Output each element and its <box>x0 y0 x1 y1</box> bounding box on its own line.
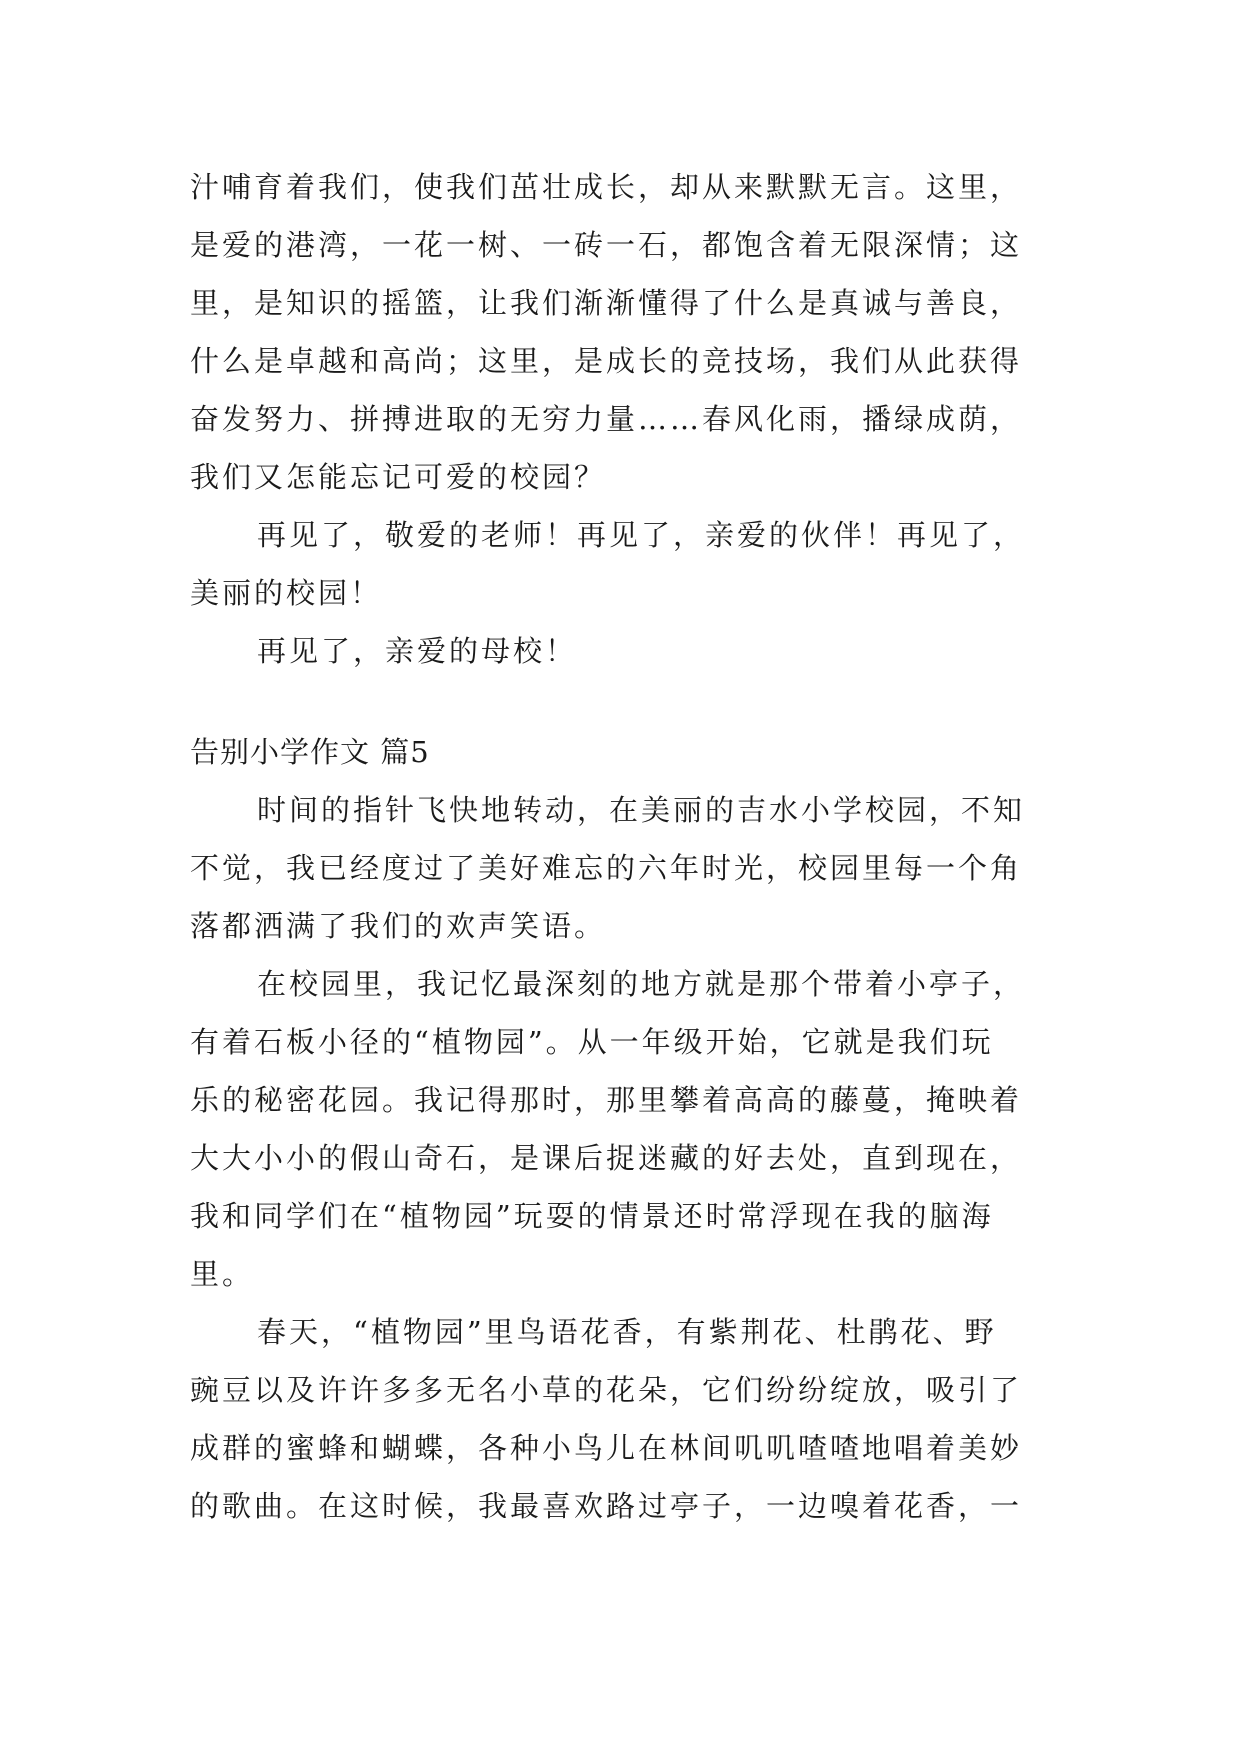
text-line: 再见了，敬爱的老师！再见了，亲爱的伙伴！再见了， <box>257 518 1026 552</box>
essay-heading: 告别小学作文 篇5 <box>190 735 430 769</box>
essay-paragraph-3 <box>190 1303 1072 1535</box>
text-line: 乐的秘密花园。我记得那时，那里攀着高高的藤蔓，掩映着 <box>190 1083 1023 1117</box>
text-line: 成群的蜜蜂和蝴蝶，各种小鸟儿在林间叽叽喳喳地唱着美妙 <box>190 1431 1023 1465</box>
text-line: 我们又怎能忘记可爱的校园？ <box>190 460 607 494</box>
text-line: 大大小小的假山奇石，是课后捉迷藏的好去处，直到现在， <box>190 1141 1023 1175</box>
text-line: 不觉，我已经度过了美好难忘的六年时光，校园里每一个角 <box>190 851 1023 885</box>
text-line: 我和同学们在“植物园”玩耍的情景还时常浮现在我的脑海 <box>190 1199 994 1233</box>
text-line: 在校园里，我记忆最深刻的地方就是那个带着小亭子， <box>257 967 1026 1001</box>
essay-paragraph-2 <box>190 955 1072 1303</box>
text-line: 奋发努力、拼搏进取的无穷力量……春风化雨，播绿成荫， <box>190 402 1023 436</box>
text-line: 时间的指针飞快地转动，在美丽的吉水小学校园，不知 <box>257 793 1026 827</box>
text-line: 美丽的校园！ <box>190 576 383 610</box>
text-line: 落都洒满了我们的欢声笑语。 <box>190 909 607 943</box>
text-line: 豌豆以及许许多多无名小草的花朵，它们纷纷绽放，吸引了 <box>190 1373 1023 1407</box>
text-line: 的歌曲。在这时候，我最喜欢路过亭子，一边嗅着花香，一 <box>190 1489 1023 1523</box>
paragraph-farewell <box>190 506 1072 622</box>
text-line: 有着石板小径的“植物园”。从一年级开始，它就是我们玩 <box>190 1025 994 1059</box>
text-line: 再见了，亲爱的母校！ <box>257 634 578 668</box>
document-body <box>190 158 1072 1535</box>
text-line: 汁哺育着我们，使我们茁壮成长，却从来默默无言。这里， <box>190 170 1023 204</box>
text-line: 里，是知识的摇篮，让我们渐渐懂得了什么是真诚与善良， <box>190 286 1023 320</box>
text-line: 里。 <box>190 1257 255 1291</box>
text-line: 春天，“植物园”里鸟语花香，有紫荆花、杜鹃花、野 <box>257 1315 997 1349</box>
paragraph-farewell-school <box>190 622 1072 680</box>
text-line: 什么是卓越和高尚；这里，是成长的竞技场，我们从此获得 <box>190 344 1023 378</box>
text-line: 是爱的港湾，一花一树、一砖一石，都饱含着无限深情；这 <box>190 228 1023 262</box>
paragraph-continued <box>190 158 1072 506</box>
essay-paragraph-1 <box>190 781 1072 955</box>
